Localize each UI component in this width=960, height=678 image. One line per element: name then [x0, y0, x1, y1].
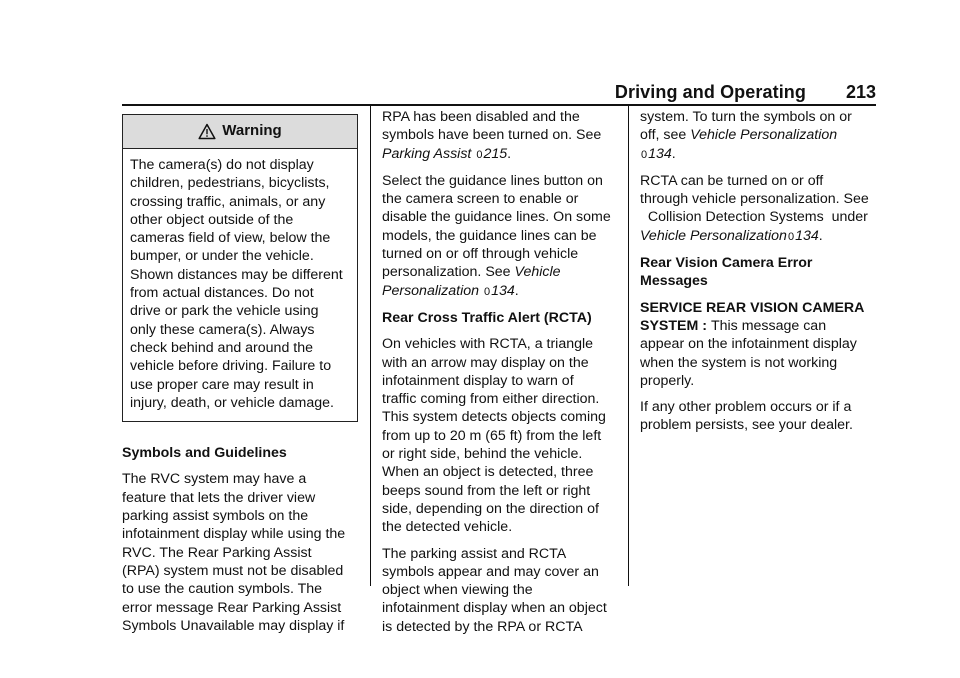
warning-line: The camera(s) do not display: [130, 157, 314, 173]
text-line: symbols have been turned on. See: [382, 127, 602, 144]
warning-line: only these camera(s). Always: [130, 321, 315, 338]
warning-title: Warning: [222, 122, 282, 140]
text-fragment: personalization. See: [382, 264, 515, 281]
xref-line: Personalization 0134.: [382, 282, 519, 299]
text-line: infotainment display to warn of: [382, 372, 574, 389]
text-line: properly.: [640, 372, 695, 389]
text-line: is detected by the RPA or RCTA: [382, 618, 583, 635]
warning-line: children, pedestrians, bicyclists,: [130, 175, 330, 192]
message-name: SYSTEM :: [640, 317, 711, 334]
xref-line: 0134.: [641, 145, 676, 162]
paragraph-dealer: [640, 398, 878, 435]
text-line: models, the guidance lines can be: [382, 227, 597, 244]
text-line: when the system is not working: [640, 354, 838, 371]
text-line: [640, 317, 878, 335]
paragraph-rvc: [122, 470, 358, 635]
xref-vehicle-personalization[interactable]: Vehicle Personalization: [690, 127, 838, 144]
xref-parking-assist[interactable]: Parking Assist: [382, 145, 472, 162]
warning-line: from actual distances. Do not: [130, 285, 314, 302]
text-line: RVC. The Rear Parking Assist: [122, 544, 312, 561]
heading-line: Messages: [640, 273, 708, 290]
text-line: feature that lets the driver view: [122, 489, 316, 506]
xref-personalization[interactable]: Personalization: [382, 282, 480, 299]
text-line: infotainment display while using the: [122, 526, 346, 543]
text-line: Select the guidance lines button on: [382, 172, 603, 189]
xref-page[interactable]: 134: [491, 282, 515, 299]
xref-line: Parking Assist 0215.: [382, 145, 512, 162]
xref-line: [382, 263, 618, 281]
xref-vehicle[interactable]: Vehicle: [514, 264, 561, 281]
xref-line: [640, 126, 878, 144]
warning-header: [123, 115, 357, 149]
text-line: the detected vehicle.: [382, 519, 513, 536]
text-line: appear on the infotainment display: [640, 336, 857, 353]
text-line: RPA has been disabled and the: [382, 109, 580, 125]
section-heading-error-messages: [640, 254, 878, 291]
section-heading-rcta: Rear Cross Traffic Alert (RCTA): [382, 309, 592, 326]
warning-line: Shown distances may be different: [130, 266, 343, 283]
text-line: symbols appear and may cover an: [382, 563, 599, 580]
warning-text: [123, 149, 357, 421]
paragraph-turn-symbols: [640, 108, 878, 164]
text-line: from up to 20 m (65 ft) from the left: [382, 427, 602, 444]
text-line: traffic coming from either direction.: [382, 391, 600, 408]
paragraph-rpa: [382, 108, 618, 164]
heading-line: Rear Vision Camera Error: [640, 255, 813, 272]
paragraph-guidance: [382, 172, 618, 301]
message-name: SERVICE REAR VISION CAMERA: [640, 299, 865, 316]
page-arrow-icon: 0: [787, 230, 795, 243]
warning-line: bumper, or under the vehicle.: [130, 248, 314, 265]
text-line: disable the guidance lines. On some: [382, 209, 611, 226]
text-line: with an arrow may display on the: [382, 354, 589, 371]
warning-icon: [198, 123, 216, 140]
text-line: error message Rear Parking Assist: [122, 599, 342, 616]
xref-line: Vehicle Personalization0134.: [640, 227, 823, 244]
xref-page[interactable]: 134: [648, 145, 672, 162]
text-line: problem persists, see your dealer.: [640, 417, 853, 434]
text-line: infotainment display when an object: [382, 600, 607, 617]
xref-vehicle-personalization[interactable]: Vehicle Personalization: [640, 227, 787, 244]
warning-line: drive or park the vehicle using: [130, 303, 319, 320]
page-arrow-icon: 0: [483, 285, 491, 298]
paragraph-service-message: [640, 299, 878, 390]
text-line: The parking assist and RCTA: [382, 545, 567, 562]
page-header: [122, 82, 876, 106]
text-line: On vehicles with RCTA, a triangle: [382, 336, 594, 353]
text-line: parking assist symbols on the: [122, 508, 309, 525]
warning-line: vehicle before driving. Failure to: [130, 358, 332, 375]
page-number: 213: [845, 82, 876, 102]
column-1: [122, 108, 358, 643]
warning-line: cameras field of view, below the: [130, 230, 331, 247]
xref-page[interactable]: 134: [795, 227, 819, 244]
text-line: to use the caution symbols. The: [122, 581, 323, 598]
section-heading-symbols: Symbols and Guidelines: [122, 445, 287, 462]
warning-line: use proper care may result in: [130, 376, 314, 393]
text-line: RCTA can be turned on or off: [640, 172, 824, 189]
warning-line: injury, death, or vehicle damage.: [130, 394, 334, 411]
page-arrow-icon: 0: [641, 148, 648, 161]
text-line: (RPA) system must not be disabled: [122, 562, 344, 579]
column-divider-1: [370, 106, 371, 586]
text-line: Symbols Unavailable may display if: [122, 617, 345, 634]
text-fragment: This message can: [710, 317, 827, 334]
text-line: system. To turn the symbols on or: [640, 109, 852, 125]
text-line: or right side, behind the vehicle.: [382, 446, 583, 463]
paragraph-symbols-cover: [382, 545, 618, 636]
paragraph-rcta: [382, 335, 618, 536]
xref-page[interactable]: 215: [483, 145, 508, 162]
paragraph-rcta-toggle: [640, 172, 878, 246]
warning-line: crossing traffic, animals, or any: [130, 193, 326, 210]
text-line: object when viewing the: [382, 582, 533, 599]
text-line: If any other problem occurs or if a: [640, 399, 852, 416]
text-line: turned on or off through vehicle: [382, 246, 579, 263]
text-line: The RVC system may have a: [122, 471, 307, 488]
text-line: When an object is detected, three: [382, 464, 594, 481]
column-3: [640, 108, 878, 443]
warning-box: [122, 114, 358, 422]
text-line: through vehicle personalization. See: [640, 191, 869, 208]
column-divider-2: [628, 106, 629, 586]
warning-line: other object outside of the: [130, 211, 294, 228]
text-line: the camera screen to enable or: [382, 191, 579, 208]
warning-line: check behind and around the: [130, 339, 314, 356]
text-line: This system detects objects coming: [382, 409, 606, 426]
text-line: side, depending on the direction of: [382, 500, 599, 517]
text-line: beeps sound from the left or right: [382, 482, 591, 499]
page-arrow-icon: 0: [476, 148, 483, 161]
header-title: Driving and Operating: [614, 82, 806, 102]
text-fragment: off, see: [640, 127, 691, 144]
column-2: [382, 108, 618, 644]
text-line: Collision Detection Systems under: [640, 209, 868, 226]
